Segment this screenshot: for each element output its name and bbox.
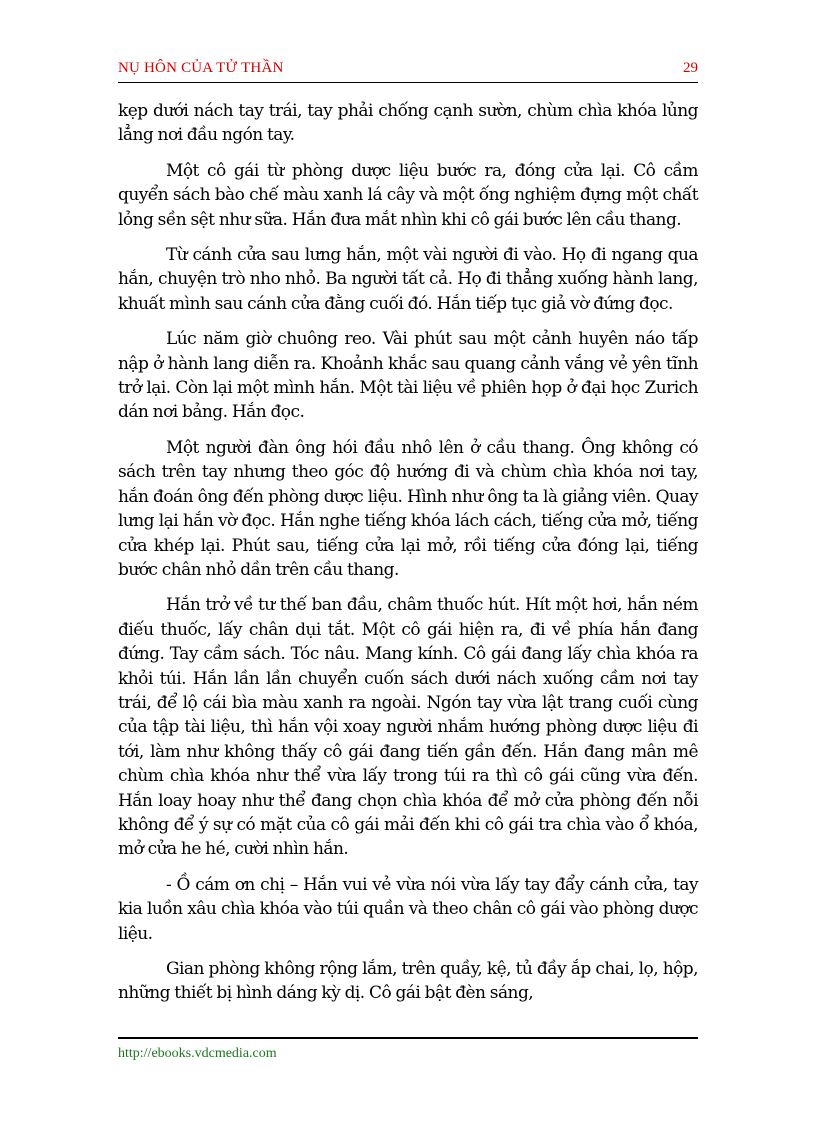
footer-link[interactable]: http://ebooks.vdcmedia.com (118, 1046, 277, 1061)
paragraph-5: Một người đàn ông hói đầu nhô lên ở cầu thang. Ông không có sách trên tay nhưng theo góc độ hướng đi và chùm chìa khóa nơi tay, hắn đoán ông đến phòng dược liệu. Hình như ông ta là giảng viên. Quay lưng lại hắn vờ đọc. Hắn nghe tiếng khóa lách cách, tiếng cửa mở, tiếng cửa khép lại. Phút sau, tiếng cửa lại mở, rồi tiếng cửa đóng lại, tiếng bước chân nhỏ dần trên cầu thang. (118, 437, 698, 580)
page-footer (118, 1037, 698, 1061)
paragraph-7: - Ồ cám ơn chị – Hắn vui vẻ vừa nói vừa lấy tay đẩy cánh cửa, tay kia luồn xâu chìa khóa vào túi quần và theo chân cô gái vào phòng dược liệu. (118, 874, 698, 944)
paragraph-3: Từ cánh cửa sau lưng hắn, một vài người đi vào. Họ đi ngang qua hắn, chuyện trò nho nhỏ. Ba người tất cả. Họ đi thẳng xuống hành lang, khuất mình sau cánh cửa đằng cuối đó. Hắn tiếp tục giả vờ đứng đọc. (118, 245, 698, 314)
paragraph-8: Gian phòng không rộng lắm, trên quầy, kệ, tủ đầy ắp chai, lọ, hộp, những thiết bị hình dáng kỳ dị. Cô gái bật đèn sáng, (118, 959, 698, 1004)
paragraph-2: Một cô gái từ phòng dược liệu bước ra, đóng cửa lại. Cô cầm quyển sách bào chế màu xanh lá cây và một ống nghiệm đựng một chất lỏng sền sệt như sữa. Hắn đưa mắt nhìn khi cô gái bước lên cầu thang. (118, 160, 698, 230)
page-header (118, 60, 698, 83)
paragraph-1: kẹp dưới nách tay trái, tay phải chống cạnh sườn, chùm chìa khóa lủng lẳng nơi đầu ngón tay. (118, 101, 698, 146)
book-title: NỤ HÔN CỦA TỬ THẦN (118, 60, 284, 76)
paragraph-4: Lúc năm giờ chuông reo. Vài phút sau một cảnh huyên náo tấp nập ở hành lang diễn ra. Khoảnh khắc sau quang cảnh vắng vẻ yên tĩnh trở lại. Còn lại một mình hắn. Một tài liệu về phiên họp ở đại học Zurich dán nơi bảng. Hắn đọc. (118, 329, 698, 423)
body-text (118, 99, 698, 1017)
paragraph-6: Hắn trở về tư thế ban đầu, châm thuốc hút. Hít một hơi, hắn ném điếu thuốc, lấy chân dụi tắt. Một cô gái hiện ra, đi về phía hắn đang đứng. Tay cầm sách. Tóc nâu. Mang kính. Cô gái đang lấy chìa khóa ra khỏi túi. Hắn lần lần chuyển cuốn sách dưới nách xuống cầm nơi tay trái, để lộ cái bìa màu xanh ra ngoài. Ngón tay vừa lật trang cuối cùng của tập tài liệu, thì hắn vội xoay người nhắm hướng phòng dược liệu đi tới, làm như không thấy cô gái đang tiến gần đến. Hắn đang mân mê chùm chìa khóa như thể vừa lấy trong túi ra thì cô gái cũng vừa đến. Hắn loay hoay như thể đang chọn chìa khóa để mở cửa phòng đến nỗi không để ý sự có mặt của cô gái mải đến khi cô gái tra chìa vào ổ khóa, mở cửa he hé, cười nhìn hắn. (118, 595, 698, 860)
page-number: 29 (683, 60, 698, 76)
